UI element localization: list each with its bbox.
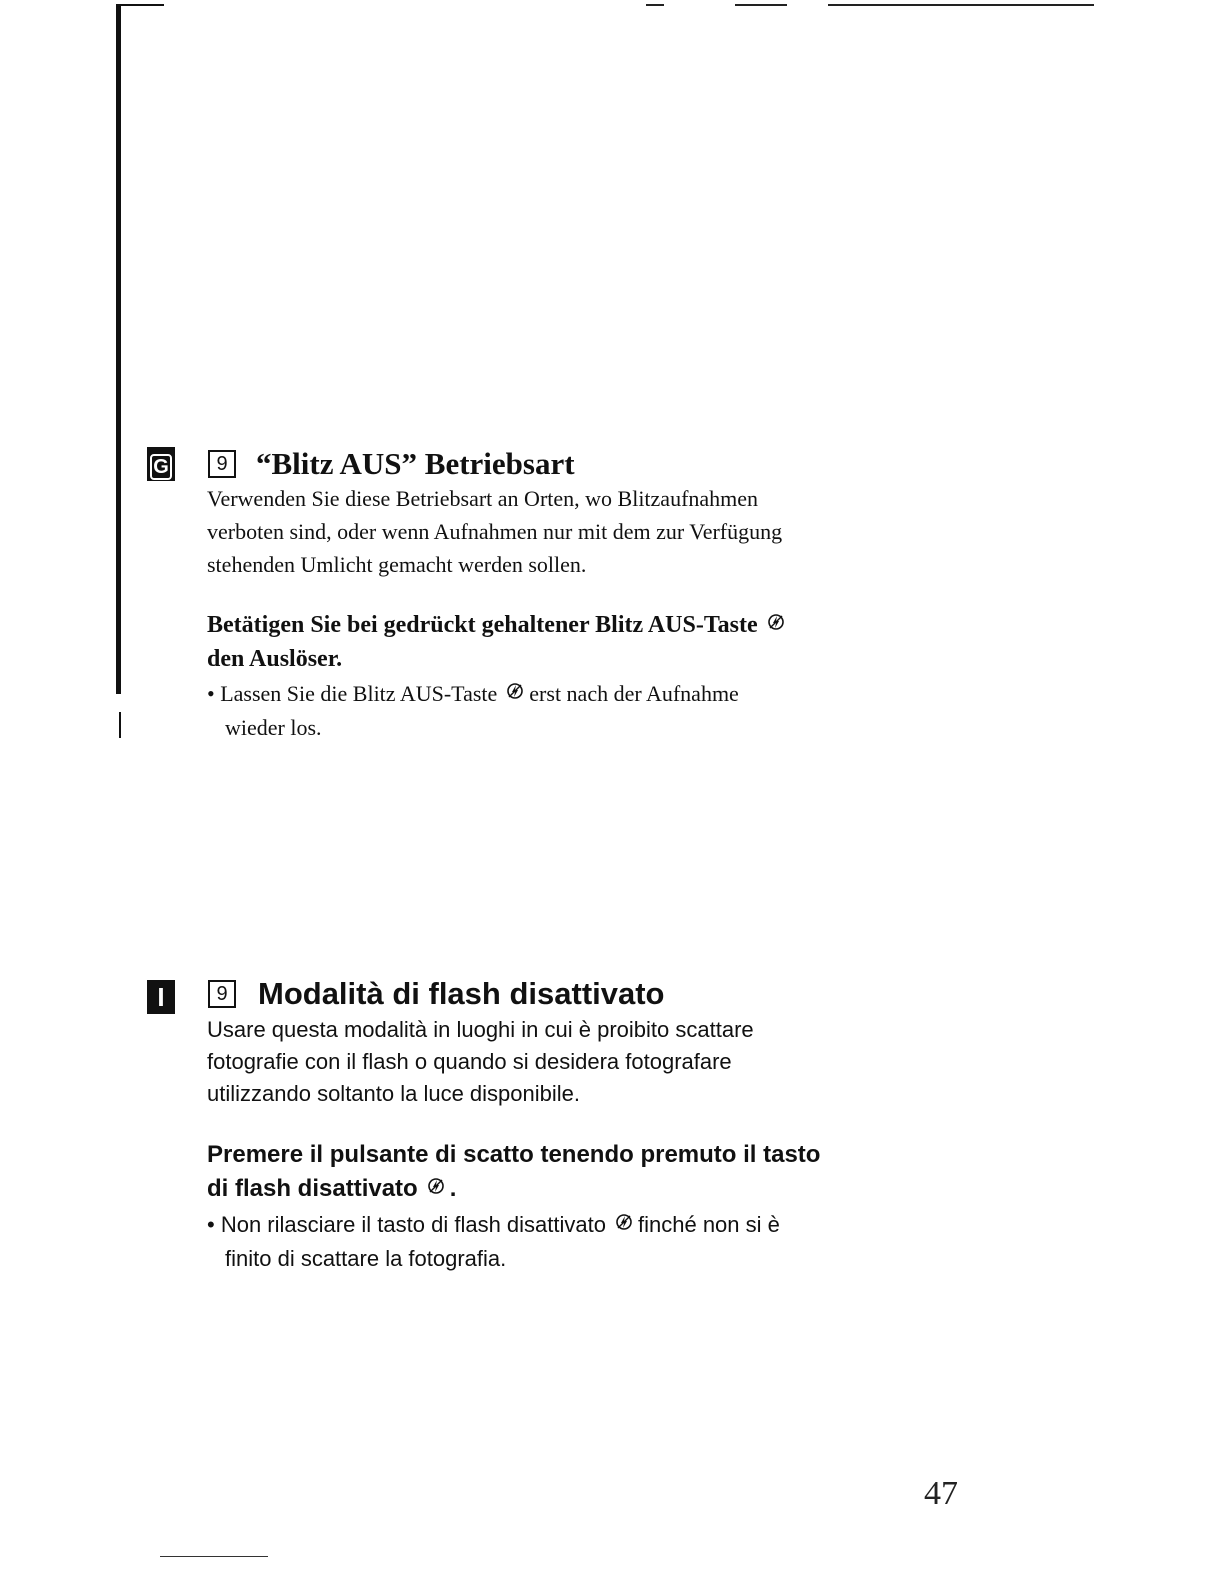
top-rule <box>646 4 664 6</box>
section-title-german: “Blitz AUS” Betriebsart <box>256 446 575 481</box>
section-title-italian: Modalità di flash disattivato <box>258 976 665 1011</box>
top-rule <box>735 4 787 6</box>
flash-off-icon <box>768 614 784 630</box>
instruction-line: den Auslöser. <box>207 646 343 672</box>
language-badge-italian: I <box>147 980 175 1014</box>
page-frame-left-bar <box>116 4 121 694</box>
bullet-text: • Non rilasciare il tasto di flash disattivato <box>207 1212 606 1237</box>
bottom-rule <box>160 1556 268 1557</box>
instruction-line: Betätigen Sie bei gedrückt gehaltener Blitz AUS-Taste <box>207 612 758 638</box>
bullet-text: erst nach der Aufnahme <box>529 681 739 706</box>
description-line: fotografie con il flash o quando si desidera fotografare <box>207 1049 732 1074</box>
step-number-box: 9 <box>208 980 236 1008</box>
bullet-text: finito di scattare la fotografia. <box>225 1246 507 1271</box>
step-number-box: 9 <box>208 450 236 478</box>
flash-off-icon <box>507 683 523 699</box>
description-line: verboten sind, oder wenn Aufnahmen nur mit dem zur Verfügung <box>207 519 783 544</box>
page-frame-top <box>116 4 164 6</box>
bullet-text: wieder los. <box>225 715 322 740</box>
description-german <box>207 482 967 581</box>
bullet-note-german <box>207 677 739 745</box>
description-line: Verwenden Sie diese Betriebsart an Orten, wo Blitzaufnahmen <box>207 486 759 511</box>
instruction-line: di flash disattivato <box>207 1175 418 1202</box>
flash-off-icon <box>428 1178 444 1194</box>
instruction-line: Premere il pulsante di scatto tenendo premuto il tasto <box>207 1141 821 1168</box>
page-number: 47 <box>924 1475 958 1512</box>
language-code: G <box>150 454 172 480</box>
top-rule <box>828 4 1094 6</box>
instruction-italian <box>207 1138 820 1206</box>
instruction-end: . <box>449 1175 457 1202</box>
bullet-text: • Lassen Sie die Blitz AUS-Taste <box>207 681 498 706</box>
bullet-note-italian <box>207 1208 780 1276</box>
description-line: utilizzando soltanto la luce disponibile. <box>207 1081 581 1106</box>
description-line: Usare questa modalità in luoghi in cui è proibito scattare <box>207 1017 754 1042</box>
description-line: stehenden Umlicht gemacht werden sollen. <box>207 552 587 577</box>
description-italian <box>207 1014 997 1110</box>
instruction-german <box>207 608 790 676</box>
page-frame-tick <box>119 712 121 738</box>
language-badge-german <box>147 447 175 481</box>
flash-off-icon <box>616 1214 632 1230</box>
bullet-text: finché non si è <box>638 1212 780 1237</box>
